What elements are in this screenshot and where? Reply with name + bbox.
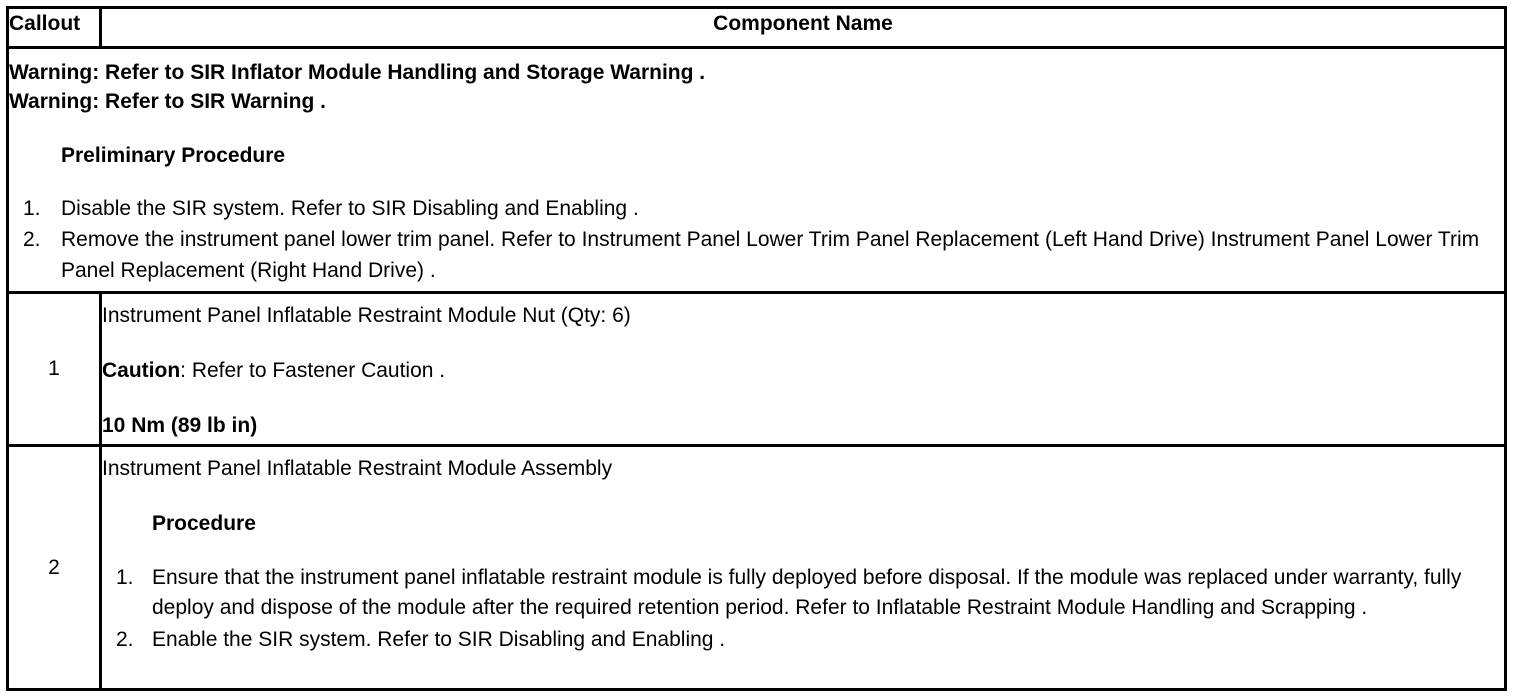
step-text: Disable the SIR system. Refer to SIR Disabling and Enabling . (61, 197, 639, 220)
table-header-row (8, 8, 1506, 48)
component-cell (101, 293, 1506, 446)
warning-text: Warning: Refer to SIR Inflator Module Handling and Storage Warning . (9, 61, 706, 84)
torque-spec: 10 Nm (89 lb in) (102, 414, 258, 437)
procedure-steps-list (102, 563, 1504, 655)
list-item (102, 625, 1504, 655)
component-name-column-header: Component Name (101, 8, 1506, 48)
step-number: 1. (116, 566, 134, 589)
step-number: 2. (116, 628, 134, 651)
list-item (102, 563, 1504, 623)
callout-column-header: Callout (8, 8, 101, 48)
preliminary-steps-list (9, 193, 1504, 286)
step-number: 2. (23, 228, 41, 251)
component-cell (101, 446, 1506, 690)
step-text: Enable the SIR system. Refer to SIR Disabling and Enabling . (152, 628, 726, 651)
list-item (9, 224, 1504, 286)
step-text: Remove the instrument panel lower trim panel. Refer to Instrument Panel Lower Trim Panel Replacement (Left Hand Drive) Instrument Panel Lower Trim Panel Replacement (Right Hand Drive) . (61, 228, 1480, 282)
intro-row (8, 48, 1506, 293)
table-row (8, 446, 1506, 690)
procedure-title: Procedure (152, 512, 256, 535)
caution-text: : Refer to Fastener Caution . (180, 359, 446, 382)
list-item (9, 193, 1504, 224)
preliminary-procedure-title: Preliminary Procedure (61, 144, 286, 167)
callout-number: 2 (8, 446, 101, 690)
component-table (6, 6, 1507, 691)
component-name: Instrument Panel Inflatable Restraint Module Nut (Qty: 6) (102, 304, 631, 327)
step-number: 1. (23, 197, 41, 220)
table-row (8, 293, 1506, 446)
caution-line (102, 356, 1504, 386)
caution-label: Caution (102, 359, 181, 382)
callout-number: 1 (8, 293, 101, 446)
warning-text: Warning: Refer to SIR Warning . (9, 90, 326, 113)
intro-cell (8, 48, 1506, 293)
component-name: Instrument Panel Inflatable Restraint Module Assembly (102, 457, 613, 480)
step-text: Ensure that the instrument panel inflatable restraint module is fully deployed before disposal. If the module was replaced under warranty, fully deploy and dispose of the module after the required retention period. Refer to Inflatable Restraint Module Handling and Scrapping . (152, 566, 1462, 619)
